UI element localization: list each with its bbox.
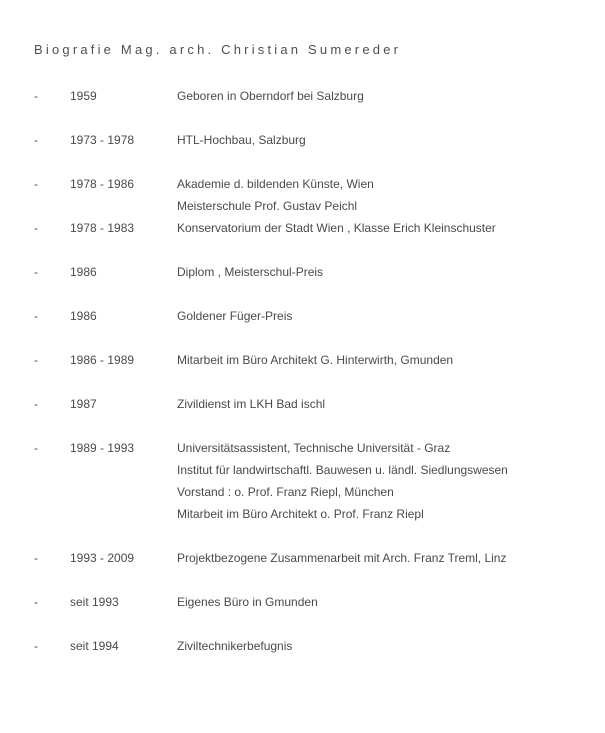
entry-line: Projektbezogene Zusammenarbeit mit Arch. Franz Treml, Linz [177, 551, 507, 565]
entry-dash: - [34, 595, 38, 609]
entry-line: HTL-Hochbau, Salzburg [177, 133, 306, 147]
entry-year: 1993 - 2009 [70, 551, 135, 565]
entry-dash: - [34, 265, 38, 279]
entry-text [177, 635, 292, 657]
entry-year: seit 1993 [70, 595, 119, 609]
entry-text [177, 173, 374, 217]
entry-line: Zivildienst im LKH Bad ischl [177, 397, 326, 411]
entry-line: Meisterschule Prof. Gustav Peichl [177, 199, 358, 213]
entry-dash: - [34, 133, 38, 147]
entry-year: seit 1994 [70, 639, 119, 653]
entry-text [177, 85, 364, 107]
entry-line: Mitarbeit im Büro Architekt o. Prof. Franz Riepl [177, 507, 424, 521]
entry-year: 1989 - 1993 [70, 441, 135, 455]
entry-text [177, 217, 496, 239]
entry-dash: - [34, 353, 38, 367]
entry-year: 1959 [70, 89, 97, 103]
entry-line: Vorstand : o. Prof. Franz Riepl, München [177, 485, 394, 499]
entry-year: 1987 [70, 397, 97, 411]
entry-dash: - [34, 177, 38, 191]
entry-year: 1986 [70, 265, 97, 279]
entry-text [177, 305, 292, 327]
entry-text [177, 129, 306, 151]
entry-line: Konservatorium der Stadt Wien , Klasse Erich Kleinschuster [177, 221, 496, 235]
entry-line: Universitätsassistent, Technische Universität - Graz [177, 441, 451, 455]
entry-dash: - [34, 551, 38, 565]
entry-dash: - [34, 441, 38, 455]
page-title: Biografie Mag. arch. Christian Sumereder [34, 42, 402, 57]
entry-text [177, 261, 323, 283]
entry-year: 1986 - 1989 [70, 353, 135, 367]
entry-text [177, 393, 325, 415]
entry-line: Institut für landwirtschaftl. Bauwesen u. ländl. Siedlungswesen [177, 463, 508, 477]
entry-dash: - [34, 397, 38, 411]
entry-line: Eigenes Büro in Gmunden [177, 595, 318, 609]
entry-text [177, 437, 508, 525]
entry-text [177, 591, 318, 613]
entry-text [177, 547, 506, 569]
entry-line: Mitarbeit im Büro Architekt G. Hinterwirth, Gmunden [177, 353, 454, 367]
entry-year: 1973 - 1978 [70, 133, 135, 147]
entry-year: 1978 - 1986 [70, 177, 135, 191]
entry-line: Diplom , Meisterschul-Preis [177, 265, 324, 279]
entry-line: Goldener Füger-Preis [177, 309, 293, 323]
entry-text [177, 349, 453, 371]
entry-dash: - [34, 89, 38, 103]
entry-year: 1978 - 1983 [70, 221, 135, 235]
entry-line: Akademie d. bildenden Künste, Wien [177, 177, 374, 191]
entry-line: Geboren in Oberndorf bei Salzburg [177, 89, 364, 103]
entry-dash: - [34, 221, 38, 235]
entry-year: 1986 [70, 309, 97, 323]
entry-dash: - [34, 639, 38, 653]
entry-dash: - [34, 309, 38, 323]
entry-line: Ziviltechnikerbefugnis [177, 639, 293, 653]
